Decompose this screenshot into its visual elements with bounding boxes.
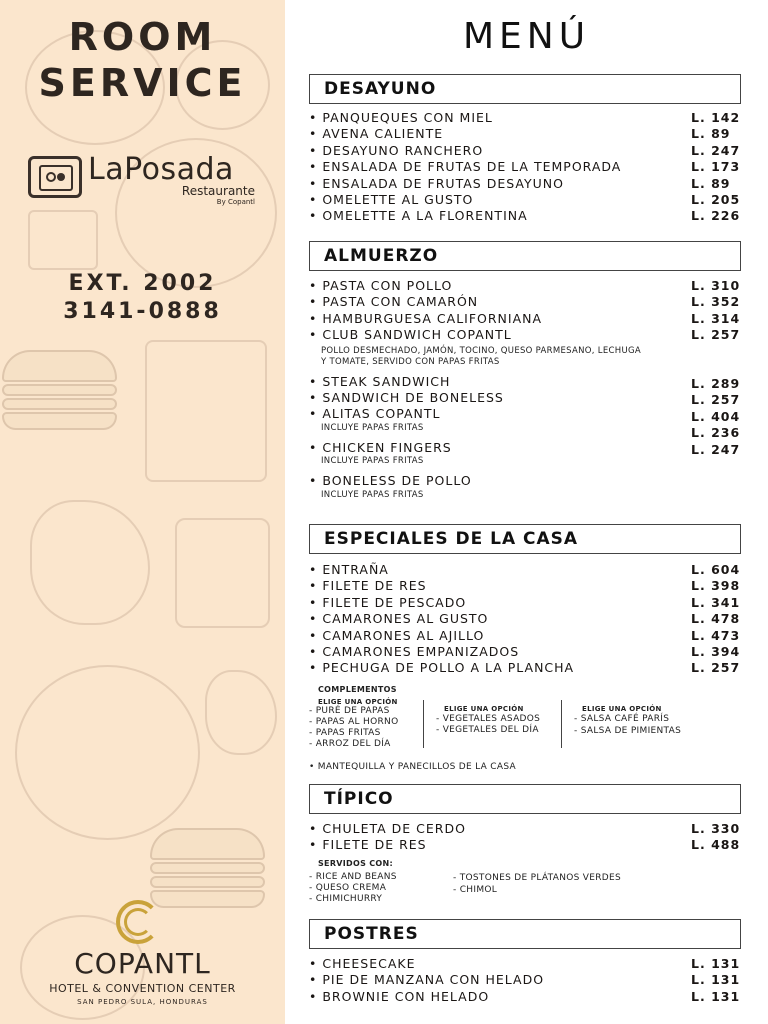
complementos-col1-item: - PAPAS FRITAS [309, 728, 381, 738]
item-name: • BONELESS DE POLLO [309, 473, 472, 489]
item-price: L. 330 [691, 821, 741, 836]
menu-item [309, 473, 741, 489]
item-price: L. 314 [691, 310, 741, 326]
item-price: L. 352 [691, 294, 741, 310]
room-service-title [0, 14, 285, 106]
item-name: • FILETE DE RES [309, 578, 427, 594]
item-name: • CAMARONES AL GUSTO [309, 611, 489, 627]
complementos-col1-item: - PURÉ DE PAPAS [309, 706, 390, 716]
item-price: L. 341 [691, 594, 741, 610]
fries-sketch [175, 518, 270, 628]
item-price: L. 473 [691, 627, 741, 643]
item-name: • ENSALADA DE FRUTAS DE LA TEMPORADA [309, 159, 622, 175]
item-price: L. 131 [691, 988, 741, 1004]
item-name: • PANQUEQUES CON MIEL [309, 110, 493, 125]
item-name: • FILETE DE PESCADO [309, 594, 467, 610]
steak-sketch [30, 500, 150, 625]
menu-item [309, 176, 741, 192]
section-header-especiales: ESPECIALES DE LA CASA [309, 524, 741, 554]
menu-item [309, 972, 741, 988]
servidos-col1-item: - RICE AND BEANS [309, 872, 397, 882]
burger-sketch [150, 828, 265, 908]
item-description: INCLUYE PAPAS FRITAS [321, 422, 424, 433]
item-price: L. 257 [691, 327, 741, 343]
item-name: • PASTA CON POLLO [309, 278, 453, 293]
servidos-col2-item: - CHIMOL [453, 885, 498, 895]
especiales-list [309, 562, 741, 677]
item-name: • CHULETA DE CERDO [309, 821, 466, 836]
menu-item [309, 143, 741, 159]
menu-item [309, 628, 741, 644]
item-name: • CLUB SANDWICH COPANTL [309, 327, 512, 343]
item-name: • CAMARONES EMPANIZADOS [309, 643, 520, 659]
item-name: • BROWNIE CON HELADO [309, 988, 490, 1004]
item-name: • FILETE DE RES [309, 837, 427, 853]
complementos-col2-item: - VEGETALES ASADOS [436, 714, 541, 724]
column-divider [423, 700, 424, 748]
menu-item [309, 821, 741, 837]
item-name: • ENTRAÑA [309, 562, 389, 577]
servidos-col1-item: - CHIMICHURRY [309, 894, 383, 904]
item-price: L. 257 [691, 392, 741, 408]
item-price: L. 89 [691, 126, 731, 142]
menu-item [309, 208, 741, 224]
phone-number: 3141-0888 [63, 299, 222, 324]
price-row [309, 294, 741, 310]
complementos-title: COMPLEMENTOS [318, 685, 397, 694]
item-name: • CHICKEN FINGERS [309, 439, 452, 455]
laposada-by: By Copantl [216, 198, 255, 206]
item-description: INCLUYE PAPAS FRITAS [321, 489, 424, 500]
menu-item [309, 110, 741, 126]
item-price: L. 247 [691, 142, 741, 158]
item-price: L. 173 [691, 159, 741, 175]
price-row [309, 409, 741, 425]
menu-item [309, 989, 741, 1005]
complementos-col3-item: - SALSA CAFÉ PARÍS [574, 714, 670, 724]
tipico-list [309, 821, 741, 854]
item-price: L. 236 [691, 425, 741, 441]
item-price: L. 394 [691, 643, 741, 659]
steak-sketch [205, 670, 277, 755]
item-name: • PIE DE MANZANA CON HELADO [309, 972, 545, 988]
almuerzo-prices-2 [309, 373, 741, 458]
item-price: L. 604 [691, 562, 741, 577]
item-price: L. 398 [691, 578, 741, 594]
item-name: • DESAYUNO RANCHERO [309, 142, 484, 158]
servidos-col1-item: - QUESO CREMA [309, 883, 387, 893]
item-name: • OMELETTE AL GUSTO [309, 191, 474, 207]
section-header-almuerzo: ALMUERZO [309, 241, 741, 271]
postres-list [309, 956, 741, 1005]
menu-item [309, 611, 741, 627]
price-row [309, 327, 741, 343]
menu-item [309, 956, 741, 972]
complementos-col3-item: - SALSA DE PIMIENTAS [574, 726, 682, 736]
price-row [309, 373, 741, 392]
item-price: L. 205 [691, 191, 741, 207]
menu-item [309, 126, 741, 142]
complementos-footer: • MANTEQUILLA Y PANECILLOS DE LA CASA [309, 762, 516, 772]
complementos-col1-header: ELIGE UNA OPCIÓN [318, 698, 398, 706]
item-name: • ENSALADA DE FRUTAS DESAYUNO [309, 175, 564, 191]
item-price: L. 488 [691, 837, 741, 853]
item-name: • OMELETTE A LA FLORENTINA [309, 208, 528, 224]
item-price: L. 89 [691, 175, 731, 191]
laposada-subtitle: Restaurante [181, 184, 255, 198]
price-row [309, 389, 741, 408]
menu-item [309, 660, 741, 676]
column-divider [561, 700, 562, 748]
complementos-col1-item: - PAPAS AL HORNO [309, 717, 399, 727]
copantl-name: COPANTL [74, 947, 211, 980]
laposada-logo [28, 152, 263, 212]
copantl-c-icon [116, 900, 168, 946]
item-name: • SANDWICH DE BONELESS [309, 389, 504, 405]
complementos-col1-item: - ARROZ DEL DÍA [309, 739, 391, 749]
item-description: POLLO DESMECHADO, JAMÓN, TOCINO, QUESO PARMESANO, LECHUGA Y TOMATE, SERVIDO CON PAPAS FRITAS [321, 345, 641, 367]
menu-item [309, 578, 741, 594]
menu-item [309, 192, 741, 208]
item-price: L. 310 [691, 278, 741, 293]
complementos-col2-header: ELIGE UNA OPCIÓN [444, 705, 524, 713]
menu-item [309, 562, 741, 578]
item-name: • AVENA CALIENTE [309, 126, 444, 142]
almuerzo-prices [309, 278, 741, 344]
item-name: • PECHUGA DE POLLO A LA PLANCHA [309, 660, 575, 676]
item-description: INCLUYE PAPAS FRITAS [321, 456, 424, 467]
price-row [309, 278, 741, 294]
item-price: L. 226 [691, 208, 741, 224]
section-header-tipico: TÍPICO [309, 784, 741, 814]
left-panel [0, 0, 285, 1024]
title-line-service: SERVICE [38, 61, 247, 105]
item-name: • PASTA CON CAMARÓN [309, 294, 479, 310]
fish-plate-sketch [145, 340, 267, 482]
item-price: L. 257 [691, 660, 741, 676]
item-price: L. 289 [691, 376, 741, 391]
burger-sketch [2, 350, 117, 430]
extension-number: EXT. 2002 [68, 271, 217, 296]
menu-item [309, 595, 741, 611]
item-name: • HAMBURGUESA CALIFORNIANA [309, 310, 543, 326]
price-row [309, 422, 741, 441]
desayuno-list [309, 110, 741, 225]
item-name: • ALITAS COPANTL [309, 406, 441, 422]
complementos-col3-header: ELIGE UNA OPCIÓN [582, 705, 662, 713]
item-name: • CAMARONES AL AJILLO [309, 627, 485, 643]
copantl-logo [40, 900, 245, 1012]
item-price: L. 142 [691, 110, 741, 125]
copantl-city: SAN PEDRO SULA, HONDURAS [77, 998, 208, 1006]
item-price: L. 131 [691, 972, 741, 988]
menu-item [309, 159, 741, 175]
menu-title: MENÚ [462, 16, 591, 57]
item-price: L. 247 [691, 441, 741, 457]
copantl-subtitle: HOTEL & CONVENTION CENTER [49, 982, 236, 995]
menu-item [309, 837, 741, 853]
laposada-name: LaPosada [88, 152, 234, 187]
title-line-room: ROOM [68, 15, 217, 59]
item-price: L. 404 [691, 408, 741, 424]
item-price: L. 131 [691, 956, 741, 971]
mayan-glyph-icon [28, 156, 82, 198]
fries-sketch [28, 210, 98, 270]
complementos-col2-item: - VEGETALES DEL DÍA [436, 725, 539, 735]
pasta-bowl-sketch [15, 665, 200, 840]
section-header-postres: POSTRES [309, 919, 741, 949]
menu-item [309, 644, 741, 660]
item-name: • STEAK SANDWICH [309, 373, 451, 389]
item-price: L. 478 [691, 611, 741, 627]
servidos-col2-item: - TOSTONES DE PLÁTANOS VERDES [453, 873, 622, 883]
section-header-desayuno: DESAYUNO [309, 74, 741, 104]
price-row [309, 311, 741, 327]
servidos-title: SERVIDOS CON: [318, 859, 394, 868]
price-row [309, 439, 741, 458]
item-name: • CHEESECAKE [309, 956, 416, 971]
